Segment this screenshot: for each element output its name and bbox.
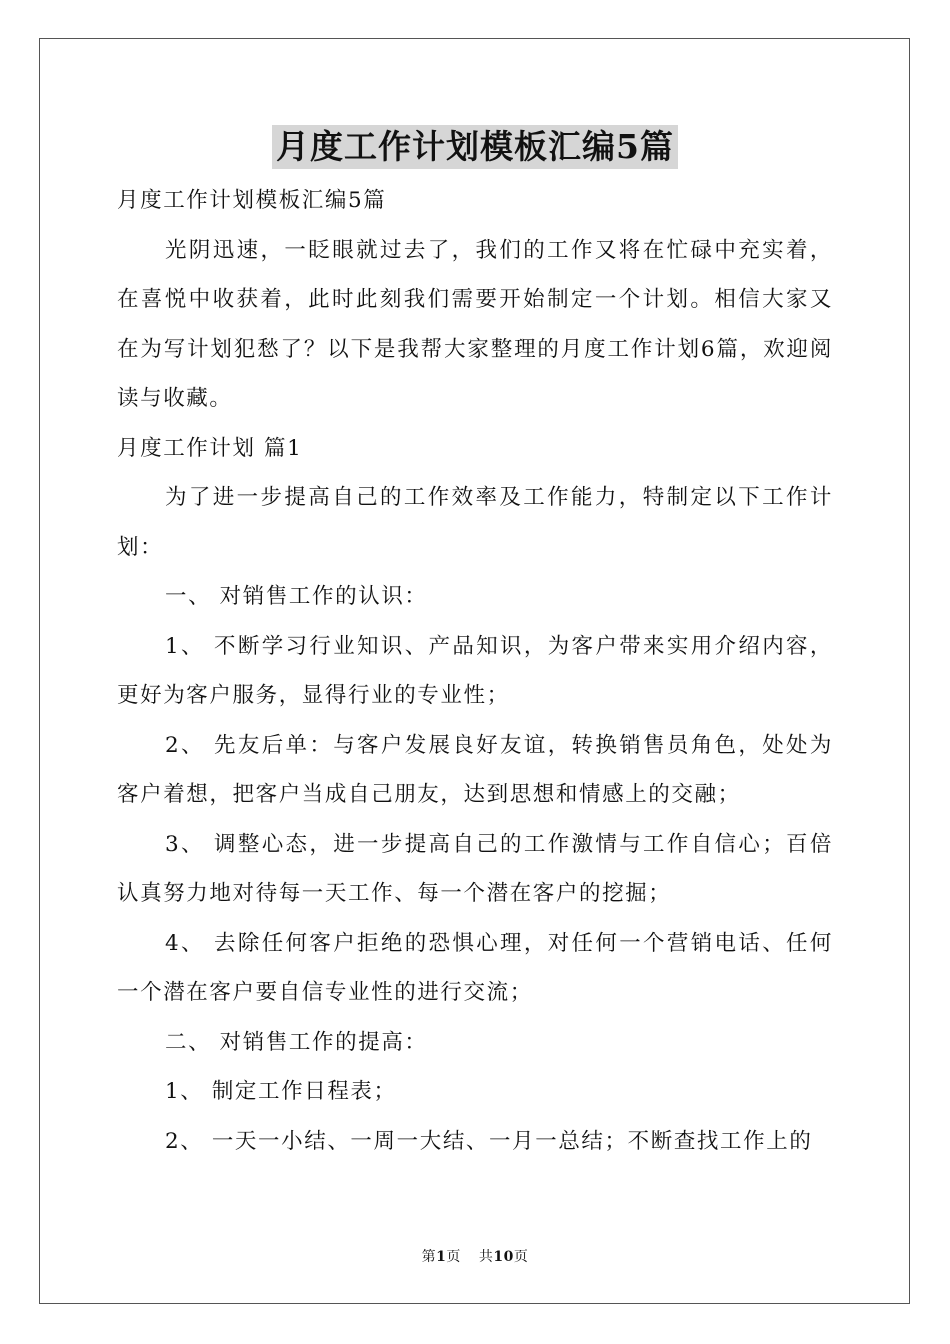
- page-footer: [0, 1246, 950, 1266]
- page-suffix: 页: [446, 1249, 461, 1265]
- total-pages: 10: [493, 1249, 514, 1265]
- intro-paragraph: 光阴迅速，一眨眼就过去了，我们的工作又将在忙碌中充实着，在喜悦中收获着，此时此刻我们需要开始制定一个计划。相信大家又在为写计划犯愁了？以下是我帮大家整理的月度工作计划6篇，欢迎阅读与收藏。: [117, 237, 833, 411]
- list-item: 3、 调整心态，进一步提高自己的工作激情与工作自信心；百倍认真努力地对待每一天工作、每一个潜在客户的挖掘；: [117, 831, 833, 906]
- section-heading: 月度工作计划 篇1: [117, 435, 303, 461]
- list-heading: 一、 对销售工作的认识：: [165, 584, 428, 609]
- subtitle-line: 月度工作计划模板汇编5篇: [117, 188, 387, 213]
- page-prefix: 第: [421, 1249, 437, 1265]
- list-item: 4、 去除任何客户拒绝的恐惧心理，对任何一个营销电话、任何一个潜在客户要自信专业性的进行交流；: [117, 930, 833, 1005]
- page-number: 1: [436, 1249, 447, 1265]
- document-title: 月度工作计划模板汇编5篇: [272, 125, 678, 169]
- list-item: 2、 一天一小结、一周一大结、一月一总结；不断查找工作上的: [165, 1128, 813, 1154]
- total-prefix: 共: [478, 1249, 494, 1265]
- document-body: [117, 176, 833, 1166]
- body-paragraph: 为了进一步提高自己的工作效率及工作能力，特制定以下工作计划：: [117, 485, 833, 560]
- document-title-wrap: [0, 125, 950, 169]
- list-item: 1、 不断学习行业知识、产品知识，为客户带来实用介绍内容，更好为客户服务，显得行业的专业性；: [117, 633, 833, 708]
- total-suffix: 页: [513, 1249, 529, 1265]
- list-heading: 二、 对销售工作的提高：: [165, 1029, 428, 1055]
- list-item: 2、 先友后单：与客户发展良好友谊，转换销售员角色，处处为客户着想，把客户当成自己朋友，达到思想和情感上的交融；: [117, 732, 833, 807]
- list-item: 1、 制定工作日程表；: [165, 1079, 397, 1104]
